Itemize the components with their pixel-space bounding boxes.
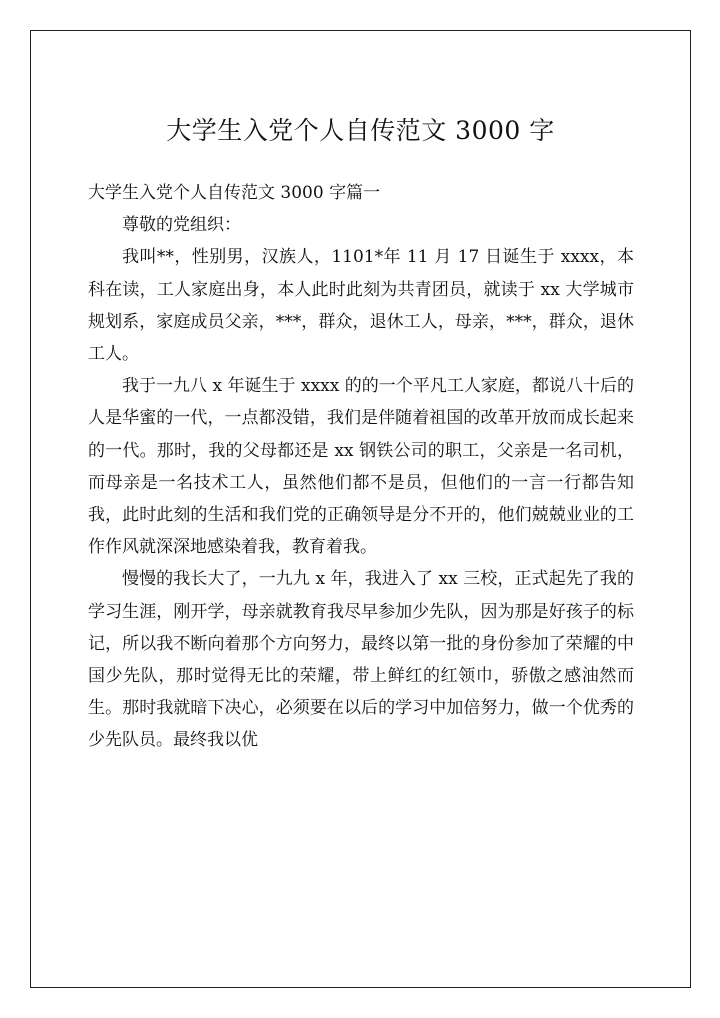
salutation: 尊敬的党组织：: [122, 215, 241, 236]
section-heading: 大学生入党个人自传范文 3000 字篇一: [88, 183, 381, 203]
document-title: 大学生入党个人自传范文 3000 字: [166, 116, 555, 145]
paragraph-3: 慢慢的我长大了，一九九 x 年，我进入了 xx 三校，正式起先了我的学习生涯，刚开学，母亲就教育我尽早参加少先队，因为那是好孩子的标记，所以我不断向着那个方向努力，最终以第一批的身份参加了荣耀的中国少先队，那时觉得无比的荣耀，带上鲜红的红领巾，骄傲之感油然而生。那时我就暗下决心，必须要在以后的学习中加倍努力，做一个优秀的少先队员。最终我以优: [88, 569, 634, 751]
document-body: [88, 177, 634, 757]
paragraph-1: 我叫**，性别男，汉族人，1101*年 11 月 17 日诞生于 xxxx，本科在读，工人家庭出身，本人此时此刻为共青团员，就读于 xx 大学城市规划系，家庭成员父亲，***，群众，退休工人，母亲，***，群众，退休工人。: [88, 247, 634, 365]
paragraph-2: 我于一九八 x 年诞生于 xxxx 的的一个平凡工人家庭，都说八十后的人是华蜜的一代，一点都没错，我们是伴随着祖国的改革开放而成长起来的一代。那时，我的父母都还是 xx 钢铁公司的职工，父亲是一名司机，而母亲是一名技术工人，虽然他们都不是员，但他们的一言一行都告知我，此时此刻的生活和我们党的正确领导是分不开的，他们兢兢业业的工作作风就深深地感染着我，教育着我。: [88, 376, 634, 558]
